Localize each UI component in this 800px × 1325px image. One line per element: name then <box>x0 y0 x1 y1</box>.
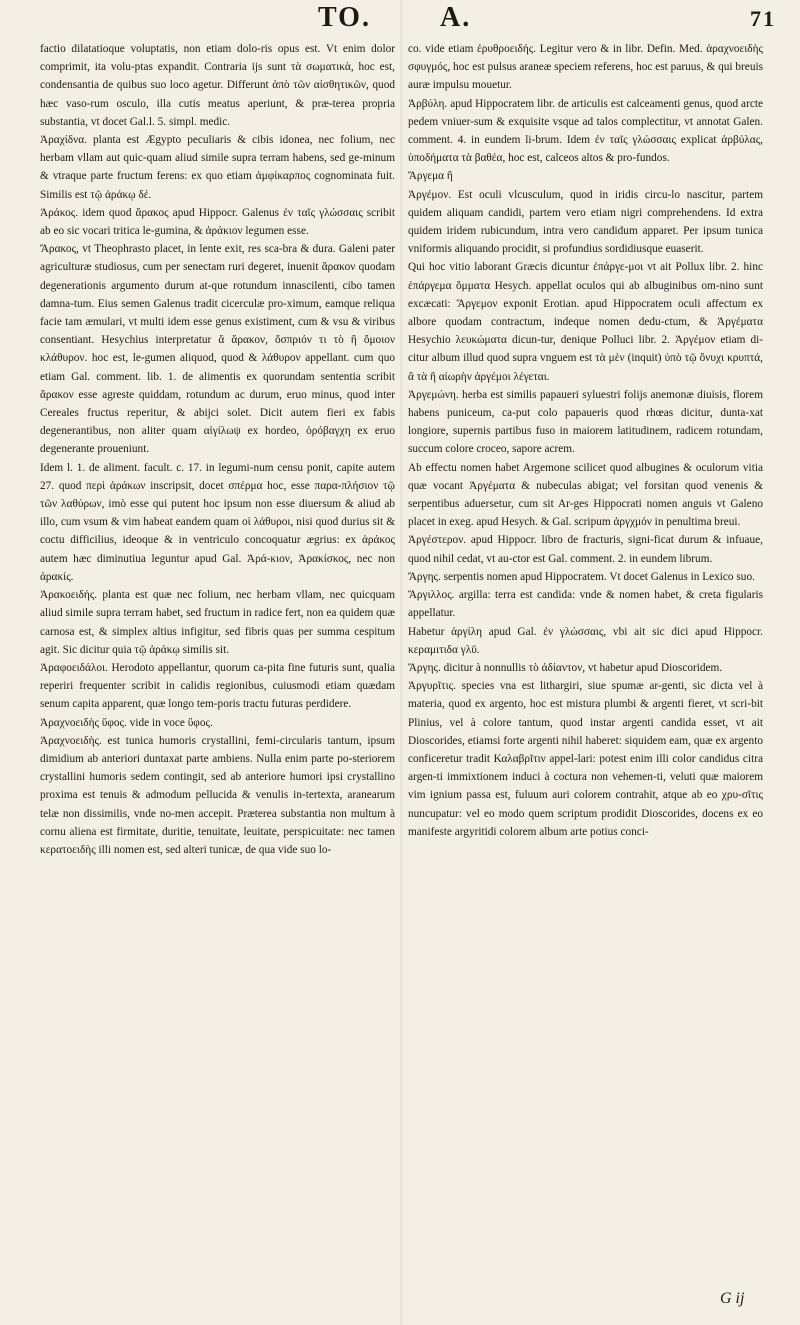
paragraph: co. vide etiam ἐρυθροειδής. Legitur vero & in libr. Defin. Med. ἀραχνοειδὴς σφυγμός, hoc est pulsus araneæ speciem referens, hoc est paruus, & qui breuis auræ impulsu mouetur. <box>408 43 763 92</box>
paragraph: Ἀραχίδνα. planta est Ægypto peculiaris & cibis idonea, nec folium, nec herbam vllam aut quic-quam aliud simile supra terram habens, sed ge-minum & vtraque parte fructum ferens: ex quo etiam ἀμφίκαρπος cognominata fuit. Similis est τῷ ἀράκῳ δέ. <box>40 134 395 201</box>
paragraph: Ἄργης. serpentis nomen apud Hippocratem. Vt docet Galenus in Lexico suo. <box>408 570 755 583</box>
paragraph: Ἀρβύλη. apud Hippocratem libr. de articulis est calceamenti genus, quod arcte pedem vniuer-sum & exquisite vsque ad talos complectitur, vt annotat Galen. comment. 4. in eundem li-brum. Idem ἐν ταῖς γλώσσαις explicat ἀρβύλας, ὑποδήματα τὰ βαθέα, hoc est, calceos altos & pro-fundos. <box>408 97 763 165</box>
paragraph: factio dilatatioque voluptatis, non etiam dolo-ris opus est. Vt enim dolor comprimit, ita volu-ptas expandit. Contraria ijs sunt τὰ σωματικὰ, hoc est, condensantia de quibus suo loco agetur. Differunt ἀπὸ τῶν αἰσθητικῶν, quod hæc vaso-rum osculo, illa cutis meatus aperiunt, & præ-terea propria substantia, vt docet Gal.l. 5. simpl. medic. <box>40 43 395 128</box>
paragraph: Ἀργέμον. Est oculi vlcusculum, quod in iridis circu-lo nascitur, partem quidem aliquam candidi, partem vero etiam nigri comprehendens. Id extra quidem iridem rubicundum, intra vero candidum apparet. Per ipsum tunica vniformis aliquando procidit, si profundius sordidiusque euaserit. <box>408 188 763 256</box>
paragraph: Ἄρακος, vt Theophrasto placet, in lente exit, res sca-bra & dura. Galeni pater agriculturæ studiosus, cum per senectam ruri degeret, inuenit ἄρακον quodam degenerationis argumento durum at-que rotundum innascilenti, cibo tamen damna-tum. Eius semen Galenus tradit cicerculæ pro-ximum, eamque reliqua facie tam æmulari, vt multi idem esse genus existiment, cum & vsu & viribus consentiant. Hesychius interpretatur ἄ ἄρακον, ὄσπριόν τι τὸ ἢ ὄμοιον κλάθυρον. hoc est, le-gumen aliquod, quod & λάθυρον appellant. cum quo etiam Gal. comment. lib. 1. de alimentis ex quorundam sententia scribit ἄρακον esse agreste quiddam, rotundum ac durum, eruo minus, quod inter Cereales fructus reperitur, & abijci solet. Dicit autem fieri ex fabis degenerantibus, non aliter quam αἰγίλωψ ex hordeo, ὀρόβαγχη ex eruo degenerante proueniunt. <box>40 243 395 456</box>
signature-mark: G ij <box>720 1290 745 1307</box>
paragraph: Ἄργιλλος. argilla: terra est candida: vnde & nomen habet, & creta figularis appellatur. <box>408 589 763 620</box>
header-middle-letter: A. <box>440 2 472 33</box>
running-header <box>0 0 800 40</box>
paragraph: Ἄργεμα ἢ <box>408 170 453 183</box>
paragraph: Ἀραχνοειδὴς ὕφος. vide in voce ὕφος. <box>40 716 213 729</box>
paragraph: Ἀράκος. idem quod ἄρακος apud Hippocr. Galenus ἐν ταῖς γλώσσαις scribit ab eo sic vocari tritica le-gumina, & ἀράκιον legumen esse. <box>40 206 395 238</box>
paragraph: Qui hoc vitio laborant Græcis dicuntur ἐπάργε-μοι vt ait Pollux libr. 2. hinc ἐπάργεμα ὄμματα Hesych. appellat oculos qui ab albuginibus om-nino sunt excæcati: Ἄργεμον exponit Erotian. apud Hippocratem oculi affectum ex albore quodam contractum, indeque nomen dedu-ctum, & Ἀργέματα Hesychio λευκώματα dicun-tur, denique Polluci libr. 2. Ἀργέμον etiam di-citur album illud quod supra vnguem est τὰ μὲν (inquit) ὑπὸ τῷ ὄνυχι κρυπτά, ἃ τὰ ἢ αἰωρὴν ἀργέμοι λέγεται. <box>408 261 763 383</box>
left-column <box>40 40 395 859</box>
right-column <box>408 40 763 841</box>
paragraph: Idem l. 1. de aliment. facult. c. 17. in legumi-num censu ponit, capite autem 27. quod περὶ ἀράκων inscripsit, docet σπέρμα hoc, esse παρα-πλήσιον τῷ τῶν λαθύρων, imò esse qui putent hoc ipsum non esse diuersum & aliud ab illo, cum vsum & vim habeat eandem quam οἱ λάθυροι, nisi quod durius sit & coctu difficilius, ideoque & in ventriculo concoquatur ægrius: ex ἀράκος autem hæc diminutiua leguntur apud Gal. Ἀρά-κιον, Ἀρακίσκος, nec non ἀρακίς. <box>40 461 395 583</box>
paragraph: Habetur ἀργίλη apud Gal. ἐν γλώσσαις, vbi ait sic dici apud Hippocr. κεραμιτιδα γλῦ. <box>408 625 763 656</box>
page-number: 71 <box>750 6 776 31</box>
paragraph: Ἀργεμώνη. herba est similis papaueri syluestri folijs anemonæ diuisis, florem habens puniceum, ca-put colo papaueris quod rhœas dicitur, dunta-xat longiore, supernis partibus fuso in maiorem latitudinem, radicem rotundam, succum colore croceo, sapore acrem. <box>408 388 763 456</box>
paragraph: Ἀργέστερον. apud Hippocr. libro de fracturis, signi-ficat durum & infuaue, quod nihil cedat, vt au-ctor est Gal. comment. 2. in eundem librum. <box>408 534 763 565</box>
paragraph: Ἀργυρῖτις. species vna est lithargiri, siue spumæ ar-genti, sic dicta vel à materia, quod ex argento, hoc est mistura plumbi & argenti fieret, vt scri-bit Plinius, vel à colore tantum, quod instar argenti candida esset, vt ait Dioscorides, etiamsi forte argenti nihil haberet: siquidem eam, quæ ex argento conficeretur tradit Καλαβρῖτιν appel-lari: potest enim illi color candidus citra argen-ti immixtionem induci à coctura non vehemen-ti, veluti quæ maiorem vim ignium passa est, fuluum auri colorem contrahit, atque ab eo χρυ-σῖτις nuncupatur: vel eo modo quem scriptum prodidit Dioscorides, docens ex eo manifeste argyritidi colorem album arte potius conci- <box>408 680 763 838</box>
paragraph: Ab effectu nomen habet Argemone scilicet quod albugines & oculorum vitia quæ vocant Ἀργέματα & nubeculas abigat; vel forsitan quod venenis & serpentibus aduersetur, cum sit Ar-ges Hippocrati nomen anguis vt Galeno placet in exeg. apud Hesych. & Gal. scripum ἀργχμόν in penultima breui. <box>408 461 763 529</box>
paragraph: Ἀραχνοειδὴς. est tunica humoris crystallini, femi-circularis tantum, ipsum dimidium ab anteriori duntaxat parte ambiens. Nulla enim parte po-steriorem crystallini humoris sedem contingit, sed ab anteriore humori ipsi crystallino proxima est tenuis & admodum pellucida & venulis in-tertexta, aranearum telæ non dissimilis, vnde no-men accepit. Præterea substantia non multum à cornu aliena est firmitate, duritie, tenuitate, leuitate, perspicuitate: nec tamen κερατοειδὴς illi nomen est, sed alteri tunicæ, de qua vide suo lo- <box>40 734 395 856</box>
paragraph: Ἀρακοειδής. planta est quæ nec folium, nec herbam vllam, nec quicquam aliud simile supra terram habet, sed fructum in radice fert, non ea quidem quæ carnosa est, & simplex altius infigitur, sed fibris quas per summa cespitum agit. Sic dicitur quia τῷ ἀράκῳ similis sit. <box>40 589 395 656</box>
paragraph: Ἄργης. dicitur à nonnullis τὸ ἀδίαντον, vt habetur apud Dioscoridem. <box>408 661 723 674</box>
paragraph: Ἀραφοειδάλοι. Herodoto appellantur, quorum ca-pita fine futuris sunt, qualia reperiri frequenter scribit in calidis regionibus, cuiusmodi etiam quædam senum capita apparent, quæ longo tem-poris tractu futuras perdidere. <box>40 661 395 711</box>
page-fold-shadow <box>400 0 404 1325</box>
header-left-word: TO. <box>318 2 371 33</box>
